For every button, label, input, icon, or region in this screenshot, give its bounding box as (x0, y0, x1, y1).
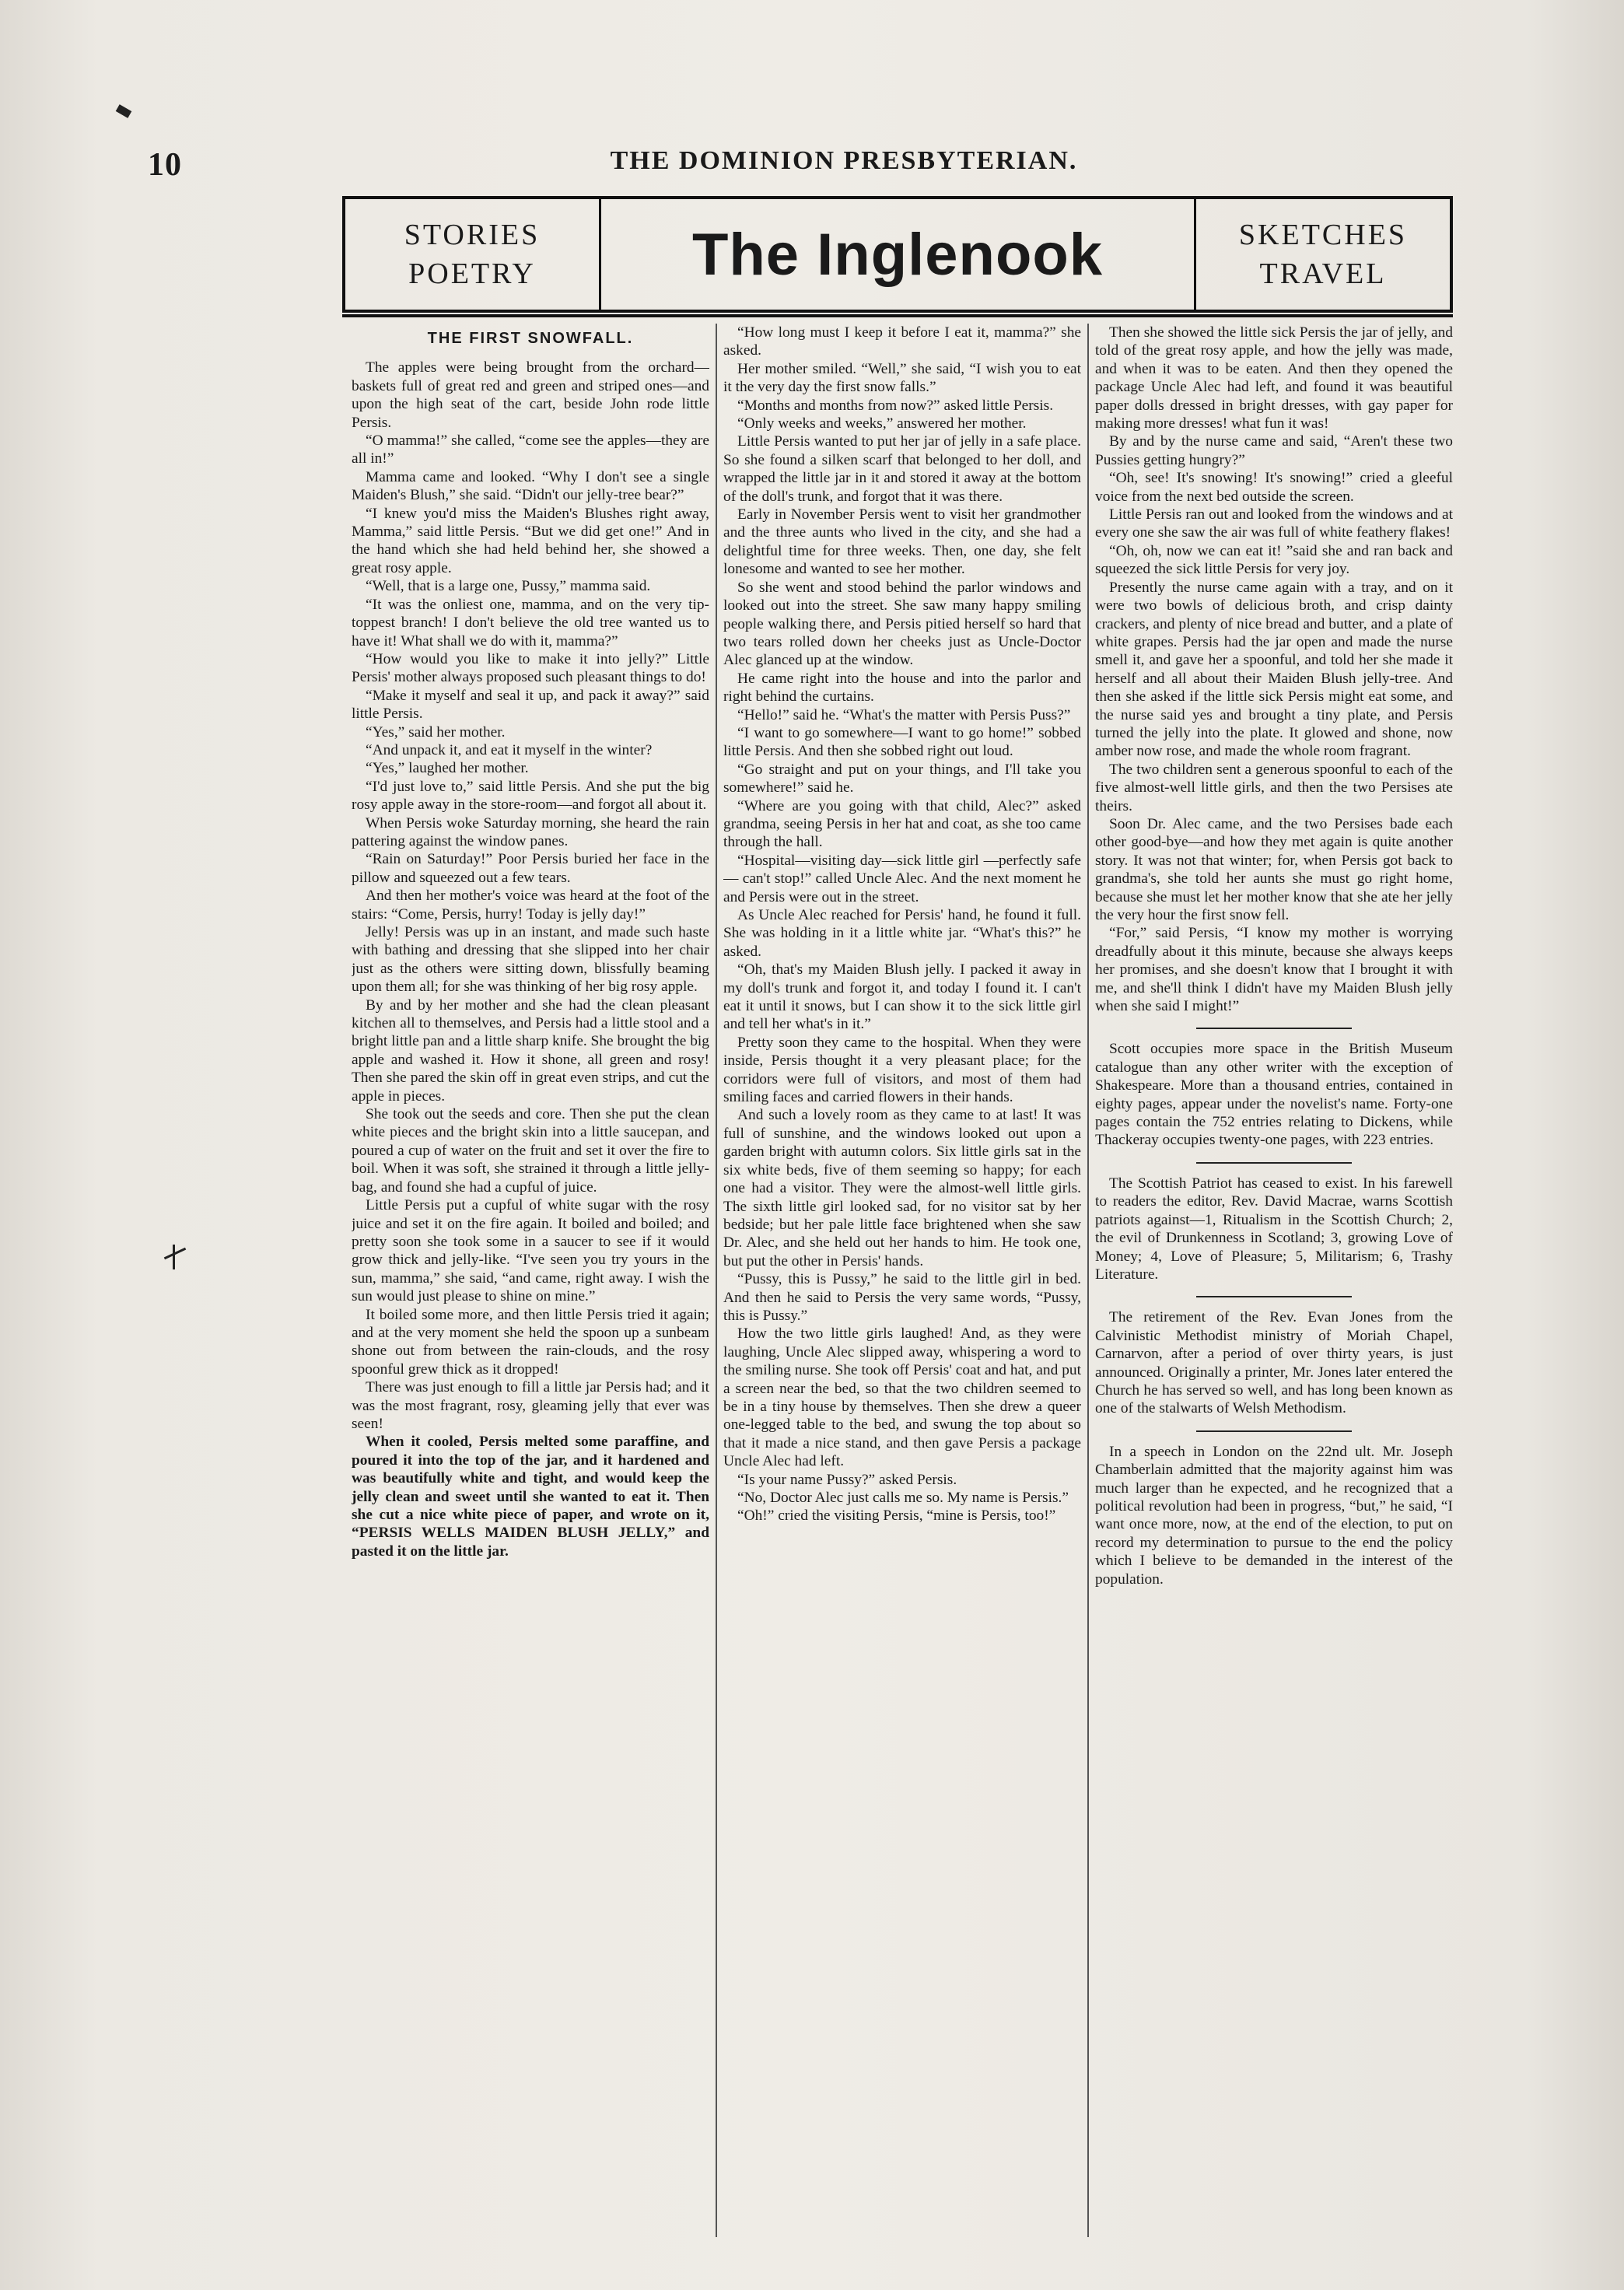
story-paragraph: By and by the nurse came and said, “Aren't these two Pussies getting hungry?” (1095, 433, 1453, 468)
story-paragraph: And then her mother's voice was heard at the foot of the stairs: “Come, Persis, hurry! Today is jelly day!” (352, 888, 709, 923)
story-paragraph: The apples were being brought from the orchard—baskets full of great red and green and striped ones—and upon the high seat of the cart, beside John rode little Persis. (352, 359, 709, 431)
story-paragraph: “No, Doctor Alec just calls me so. My name is Persis.” (737, 1490, 1069, 1506)
news-note: The retirement of the Rev. Evan Jones from the Calvinistic Methodist ministry of Moriah Chapel, Carnarvon, after a period of over thirty years, is just announced. Originally a printer, Mr. Jones later entered the Church he has served so well, and has long been known as one of the stalwarts of Welsh Methodism. (1095, 1309, 1453, 1417)
banner-underline (342, 314, 1453, 317)
story-paragraph: And such a lovely room as they came to at last! It was full of sunshine, and the windows looked out upon a garden bright with autumn colors. Six little girls sat in the six white beds, five of them seeming so happy; for each one had a visitor. They were the almost-well little girls. The sixth little girl looked sad, for no visitor sat by her bedside; but her pale little face brightened when she saw Dr. Alec, and she held out her hands to him. He took one, but put the other in Persis' hands. (723, 1107, 1081, 1269)
story-paragraph: She took out the seeds and core. Then she put the clean white pieces and the bright skin into a little saucepan, and poured a cup of water on the fruit and set it over the fire to boil. When it was soft, she strained it through a little jelly-bag, and found she had a cupful of juice. (352, 1106, 709, 1196)
story-paragraph: When Persis woke Saturday morning, she heard the rain pattering against the window panes. (352, 814, 709, 849)
section-separator (1196, 1028, 1352, 1029)
story-paragraph: By and by her mother and she had the clean pleasant kitchen all to themselves, and Persis had a little stool and a bright little pan and a little sharp knife. She brought the big apple and washed it. How it shone, all green and rosy! Then she pared the skin off in great even strips, and cut the apple in pieces. (352, 996, 709, 1105)
paper-title: THE DOMINION PRESBYTERIAN. (610, 146, 1078, 175)
story-paragraph: Little Persis wanted to put her jar of jelly in a safe place. So she found a silken scarf that belonged to her doll, and wrapped the little jar in it and stored it away at the bottom of the doll's trunk, and forgot that it was there. (723, 433, 1081, 505)
story-paragraph: Presently the nurse came again with a tray, and on it were two bowls of delicious broth, and crisp dainty crackers, and plenty of nice bread and butter, and a plate of white grapes. Persis had the jar open and made the nurse smell it, and gave her a spoonful, and told her she made it herself and all about their Maiden Blush jelly-tree. And then she asked if the little sick Persis might eat some, and the nurse said yes and brought a tiny plate, and Persis turned the jelly into the plate. It glowed and shone, now amber now rose, and made the whole room fragrant. (1095, 579, 1453, 760)
story-paragraph: Mamma came and looked. “Why I don't see a single Maiden's Blush,” she said. “Didn't our jelly-tree bear?” (352, 468, 709, 504)
section-separator (1196, 1296, 1352, 1297)
story-paragraph: “Months and months from now?” asked little Persis. (737, 397, 1054, 414)
banner-left-box (345, 199, 601, 310)
page-header (148, 146, 1447, 185)
story-paragraph: So she went and stood behind the parlor windows and looked out into the street. She saw many happy smiling people walking there, and Persis pitied herself so hard that two tears rolled down her cheeks just as Uncle-Doctor Alec glanced up at the window. (723, 579, 1081, 669)
section-title: The Inglenook (691, 221, 1104, 288)
story-paragraph: There was just enough to fill a little jar Persis had; and it was the most fragrant, rosy, gleaming jelly that ever was seen! (352, 1379, 709, 1432)
story-paragraph: “For,” said Persis, “I know my mother is worrying dreadfully about it this minute, because she always keeps her promises, and she doesn't know that I brought it with me, and she'll think I didn't have my Maiden Blush jelly when she said I might!” (1095, 925, 1453, 1015)
story-paragraph: The two children sent a generous spoonful to each of the five almost-well little girls, and then the two Persises ate theirs. (1095, 761, 1453, 814)
story-paragraph: “Hello!” said he. “What's the matter with Persis Puss?” (737, 706, 1071, 723)
story-paragraph: “Yes,” laughed her mother. (366, 760, 529, 777)
story-paragraph: When it cooled, Persis melted some paraffine, and poured it into the top of the jar, and it hardened and was beautifully white and tight, and would keep the jelly clean and sweet until she wanted to eat it. Then she cut a nice white piece of paper, and wrote on it, “PERSIS WELLS MAIDEN BLUSH JELLY,” and pasted it on the little jar. (352, 1434, 709, 1560)
story-paragraph: “Oh, see! It's snowing! It's snowing!” cried a gleeful voice from the next bed outside the screen. (1095, 470, 1453, 505)
banner-right-line2: TRAVEL (1259, 257, 1387, 290)
story-paragraph: Her mother smiled. “Well,” she said, “I wish you to eat it the very day the first snow falls.” (723, 360, 1081, 396)
story-paragraph: It boiled some more, and then little Persis tried it again; and at the very moment she held the spoon up a sunbeam shone out from between the rain-clouds, and the rosy spoonful grew thick as it dropped! (352, 1306, 709, 1378)
story-title: THE FIRST SNOWFALL. (427, 330, 634, 347)
story-paragraph: “Only weeks and weeks,” answered her mother. (737, 415, 1027, 432)
column-2 (723, 324, 1081, 2237)
story-paragraph: “O mamma!” she called, “come see the apples—they are all in!” (352, 432, 709, 467)
story-paragraph: How the two little girls laughed! And, as they were laughing, Uncle Alec slipped away, whispering a word to the smiling nurse. She took off Persis' coat and hat, and put a screen near the bed, so that the two children seemed to be in a tiny house by themselves. Then she drew a queer one-legged table to the bed, and swung the top about so that it made a nice stand, and then gave Persis a package Uncle Alec had left. (723, 1325, 1081, 1470)
story-paragraph: “Where are you going with that child, Alec?” asked grandma, seeing Persis in her hat and coat, as she too came through the hall. (723, 797, 1081, 851)
story-paragraph: Soon Dr. Alec came, and the two Persises bade each other good-bye—and how they met again is quite another story. It was not that winter; for, when Persis got back to grandma's, she told her aunts she must go right home, because she must let her mother know that she ate her jelly the very hour the first snow fell. (1095, 815, 1453, 923)
section-separator (1196, 1162, 1352, 1164)
story-paragraph: “Oh, that's my Maiden Blush jelly. I packed it away in my doll's trunk and forgot it, and today I found it. I can't eat it until it snows, but I can show it to the sick little girl and tell her what's in it.” (723, 961, 1081, 1033)
story-paragraph: “Well, that is a large one, Pussy,” mamma said. (366, 578, 651, 595)
section-banner (342, 196, 1453, 313)
story-paragraph: “Hospital—visiting day—sick little girl —perfectly safe — can't stop!” called Uncle Alec. And the next moment he and Persis were out in the street. (723, 852, 1081, 905)
column-3-body (1095, 324, 1453, 1015)
story-paragraph: “Oh, oh, now we can eat it! ”said she and ran back and squeezed the sick little Persis for very joy. (1095, 542, 1453, 578)
news-note: Scott occupies more space in the British Museum catalogue than any other writer with the exception of Shakespeare. More than a thousand entries, contained in eighty pages, appear under the novelist's name. Forty-one pages contain the 752 entries relating to Dickens, while Thackeray occupies twenty-one pages, with 223 entries. (1095, 1041, 1453, 1149)
section-separator (1196, 1430, 1352, 1432)
story-paragraph: “I'd just love to,” said little Persis. And she put the big rosy apple away in the store-room—and forgot all about it. (352, 778, 709, 814)
column-2-body (723, 324, 1081, 1525)
page-number: 10 (148, 147, 182, 183)
story-paragraph: Then she showed the little sick Persis the jar of jelly, and told of the great rosy apple, and how the jelly was made, and when it was to be eaten. And then they opened the package Uncle Alec had left, and found it was beautiful paper dolls dressed in bright dresses, with gay paper for making more dresses! what fun it was! (1095, 324, 1453, 432)
column-divider (716, 324, 717, 2237)
story-paragraph: “Make it myself and seal it up, and pack it away?” said little Persis. (352, 687, 709, 723)
story-paragraph: “Rain on Saturday!” Poor Persis buried her face in the pillow and squeezed out a few tears. (352, 851, 709, 886)
print-speck (173, 1245, 175, 1269)
news-notes (1095, 1028, 1453, 1588)
story-paragraph: “How long must I keep it before I eat it, mamma?” she asked. (723, 324, 1081, 359)
story-paragraph: Jelly! Persis was up in an instant, and made such haste with bathing and dressing that she slipped into her chair just as the others were sitting down, blissfully beaming upon them all; for she was thinking of her big rosy apple. (352, 924, 709, 996)
news-note: In a speech in London on the 22nd ult. Mr. Joseph Chamberlain admitted that the majority against him was much larger than he expected, and he recognized that a political revolution had been in progress, “but,” he said, “I want once more, now, at the end of the election, to put on record my determination to pursue to the end the policy which I believe to be demanded in the interest of the population. (1095, 1443, 1453, 1588)
story-paragraph: “I want to go somewhere—I want to go home!” sobbed little Persis. And then she sobbed right out loud. (723, 724, 1081, 760)
print-speck (116, 104, 132, 118)
banner-right-line1: SKETCHES (1238, 219, 1408, 251)
story-paragraph: Early in November Persis went to visit her grandmother and the three aunts who lived in the city, and she had a delightful time for three weeks. Then, one day, she felt lonesome and wanted to see her mother. (723, 506, 1081, 578)
banner-left-line1: STORIES (404, 219, 541, 251)
story-paragraph: “Go straight and put on your things, and I'll take you somewhere!” said he. (723, 761, 1081, 797)
story-paragraph: “How would you like to make it into jelly?” Little Persis' mother always proposed such pleasant things to do! (352, 650, 709, 686)
article-columns (352, 324, 1453, 2237)
story-paragraph: Little Persis put a cupful of white sugar with the rosy juice and set it on the fire again. It boiled and boiled; and pretty soon she took some in a saucer to see if it would grow thick and jelly-like. “I've seen you try yours in the sun, mamma,” she said, “and came, right away. I wish the sun would just please to shine on mine.” (352, 1197, 709, 1305)
story-paragraph: “It was the onliest one, mamma, and on the very tip-toppest branch! I don't believe the old tree wanted us to have it! What shall we do with it, mamma?” (352, 596, 709, 650)
story-paragraph: “Yes,” said her mother. (366, 723, 506, 741)
story-paragraph: Pretty soon they came to the hospital. When they were inside, Persis thought it a very pleasant place; for the corridors were full of visitors, and most of them had smiling faces and carried flowers in their hands. (723, 1034, 1081, 1106)
banner-left-line2: POETRY (408, 257, 536, 290)
banner-right-box (1194, 199, 1450, 310)
story-paragraph: “Pussy, this is Pussy,” he said to the little girl in bed. And then he said to Persis the very same words, “Pussy, this is Pussy.” (723, 1271, 1081, 1324)
story-paragraph: “Oh!” cried the visiting Persis, “mine is Persis, too!” (737, 1507, 1056, 1525)
column-1 (352, 324, 709, 2237)
story-paragraph: As Uncle Alec reached for Persis' hand, he found it full. She was holding in it a little white jar. “What's this?” he asked. (723, 907, 1081, 960)
column-divider (1087, 324, 1089, 2237)
story-paragraph: “I knew you'd miss the Maiden's Blushes right away, Mamma,” said little Persis. “But we did get one!” And in the hand which she had held behind her, she showed a great rosy apple. (352, 505, 709, 576)
story-paragraph: Little Persis ran out and looked from the windows and at every one she saw the air was full of white feathery flakes! (1095, 506, 1453, 541)
column-3 (1095, 324, 1453, 2237)
story-paragraph: He came right into the house and into the parlor and right behind the curtains. (723, 670, 1081, 706)
print-speck (164, 1248, 186, 1259)
story-paragraph: “And unpack it, and eat it myself in the winter? (366, 741, 653, 758)
news-note: The Scottish Patriot has ceased to exist. In his farewell to readers the editor, Rev. David Macrae, warns Scottish patriots against—1, Ritualism in the Scottish Church; 2, the evil of Drunkenness in Scotland; 3, growing Love of Money; 4, Love of Pleasure; 5, Militarism; 6, Trashy Literature. (1095, 1175, 1453, 1283)
story-paragraph: “Is your name Pussy?” asked Persis. (737, 1471, 957, 1488)
column-1-body (352, 359, 709, 1560)
